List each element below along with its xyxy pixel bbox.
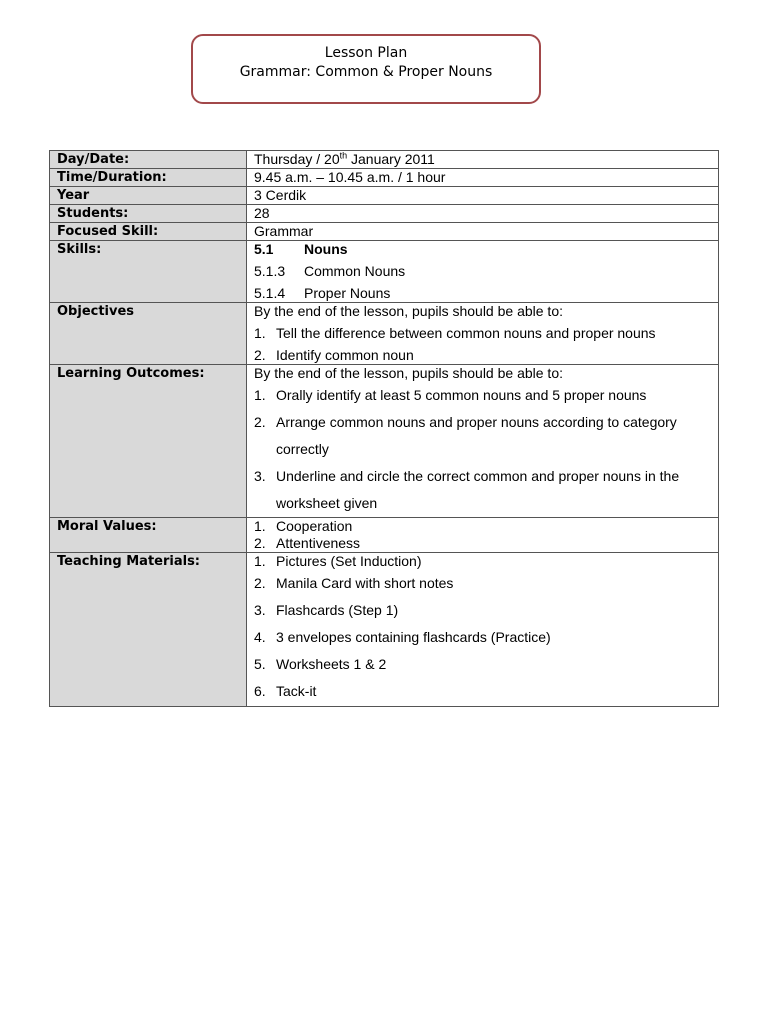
day-post: January 2011	[347, 151, 435, 167]
value-focused-skill: Grammar	[247, 223, 719, 241]
value-learning-outcomes	[247, 365, 719, 518]
value-objectives	[247, 303, 719, 365]
outcome-item: 1. Orally identify at least 5 common nouns and 5 proper nouns	[254, 387, 647, 403]
moral-item: 2. Attentiveness	[254, 535, 361, 551]
objective-item: 1. Tell the difference between common nouns and proper nouns	[254, 325, 656, 341]
label-learning-outcomes: Learning Outcomes:	[50, 365, 247, 518]
label-students: Students:	[50, 205, 247, 223]
objective-item: 2. Identify common noun	[254, 347, 414, 363]
row-time	[50, 169, 719, 187]
row-teaching-materials	[50, 553, 719, 707]
day-sup: th	[339, 150, 348, 161]
skill-item: 5.1.3 Common Nouns	[254, 263, 406, 279]
skill-item: 5.1.4 Proper Nouns	[254, 285, 391, 301]
title-box	[191, 34, 541, 104]
title-line2: Grammar: Common & Proper Nouns	[239, 64, 493, 80]
value-students: 28	[247, 205, 719, 223]
title-line1: Lesson Plan	[324, 45, 408, 61]
label-year: Year	[50, 187, 247, 205]
value-moral-values	[247, 518, 719, 553]
material-item: 6. Tack-it	[254, 683, 317, 699]
label-teaching-materials: Teaching Materials:	[50, 553, 247, 707]
label-time: Time/Duration:	[50, 169, 247, 187]
material-item: 5. Worksheets 1 & 2	[254, 656, 387, 672]
day-pre: Thursday / 20	[254, 151, 340, 167]
value-year: 3 Cerdik	[247, 187, 719, 205]
row-students	[50, 205, 719, 223]
row-year	[50, 187, 719, 205]
value-teaching-materials	[247, 553, 719, 707]
material-item: 1. Pictures (Set Induction)	[254, 553, 422, 569]
row-objectives	[50, 303, 719, 365]
objectives-intro: By the end of the lesson, pupils should be able to:	[254, 303, 563, 319]
label-day: Day/Date:	[50, 151, 247, 169]
outcome-item-cont: correctly	[276, 441, 329, 457]
value-skills	[247, 241, 719, 303]
value-day	[247, 151, 719, 169]
lesson-plan-table	[49, 150, 719, 707]
row-learning-outcomes	[50, 365, 719, 518]
row-focused-skill	[50, 223, 719, 241]
row-skills	[50, 241, 719, 303]
skill-item: 5.1 Nouns	[254, 241, 348, 257]
row-day	[50, 151, 719, 169]
outcome-item: 2. Arrange common nouns and proper nouns according to category	[254, 414, 677, 430]
outcome-item-cont: worksheet given	[276, 495, 378, 511]
label-moral-values: Moral Values:	[50, 518, 247, 553]
moral-item: 1. Cooperation	[254, 518, 353, 534]
material-item: 4. 3 envelopes containing flashcards (Practice)	[254, 629, 551, 645]
outcomes-intro: By the end of the lesson, pupils should be able to:	[254, 365, 563, 381]
row-moral-values	[50, 518, 719, 553]
label-skills: Skills:	[50, 241, 247, 303]
label-objectives: Objectives	[50, 303, 247, 365]
value-time: 9.45 a.m. – 10.45 a.m. / 1 hour	[247, 169, 719, 187]
material-item: 2. Manila Card with short notes	[254, 575, 454, 591]
material-item: 3. Flashcards (Step 1)	[254, 602, 399, 618]
outcome-item: 3. Underline and circle the correct common and proper nouns in the	[254, 468, 680, 484]
label-focused-skill: Focused Skill:	[50, 223, 247, 241]
